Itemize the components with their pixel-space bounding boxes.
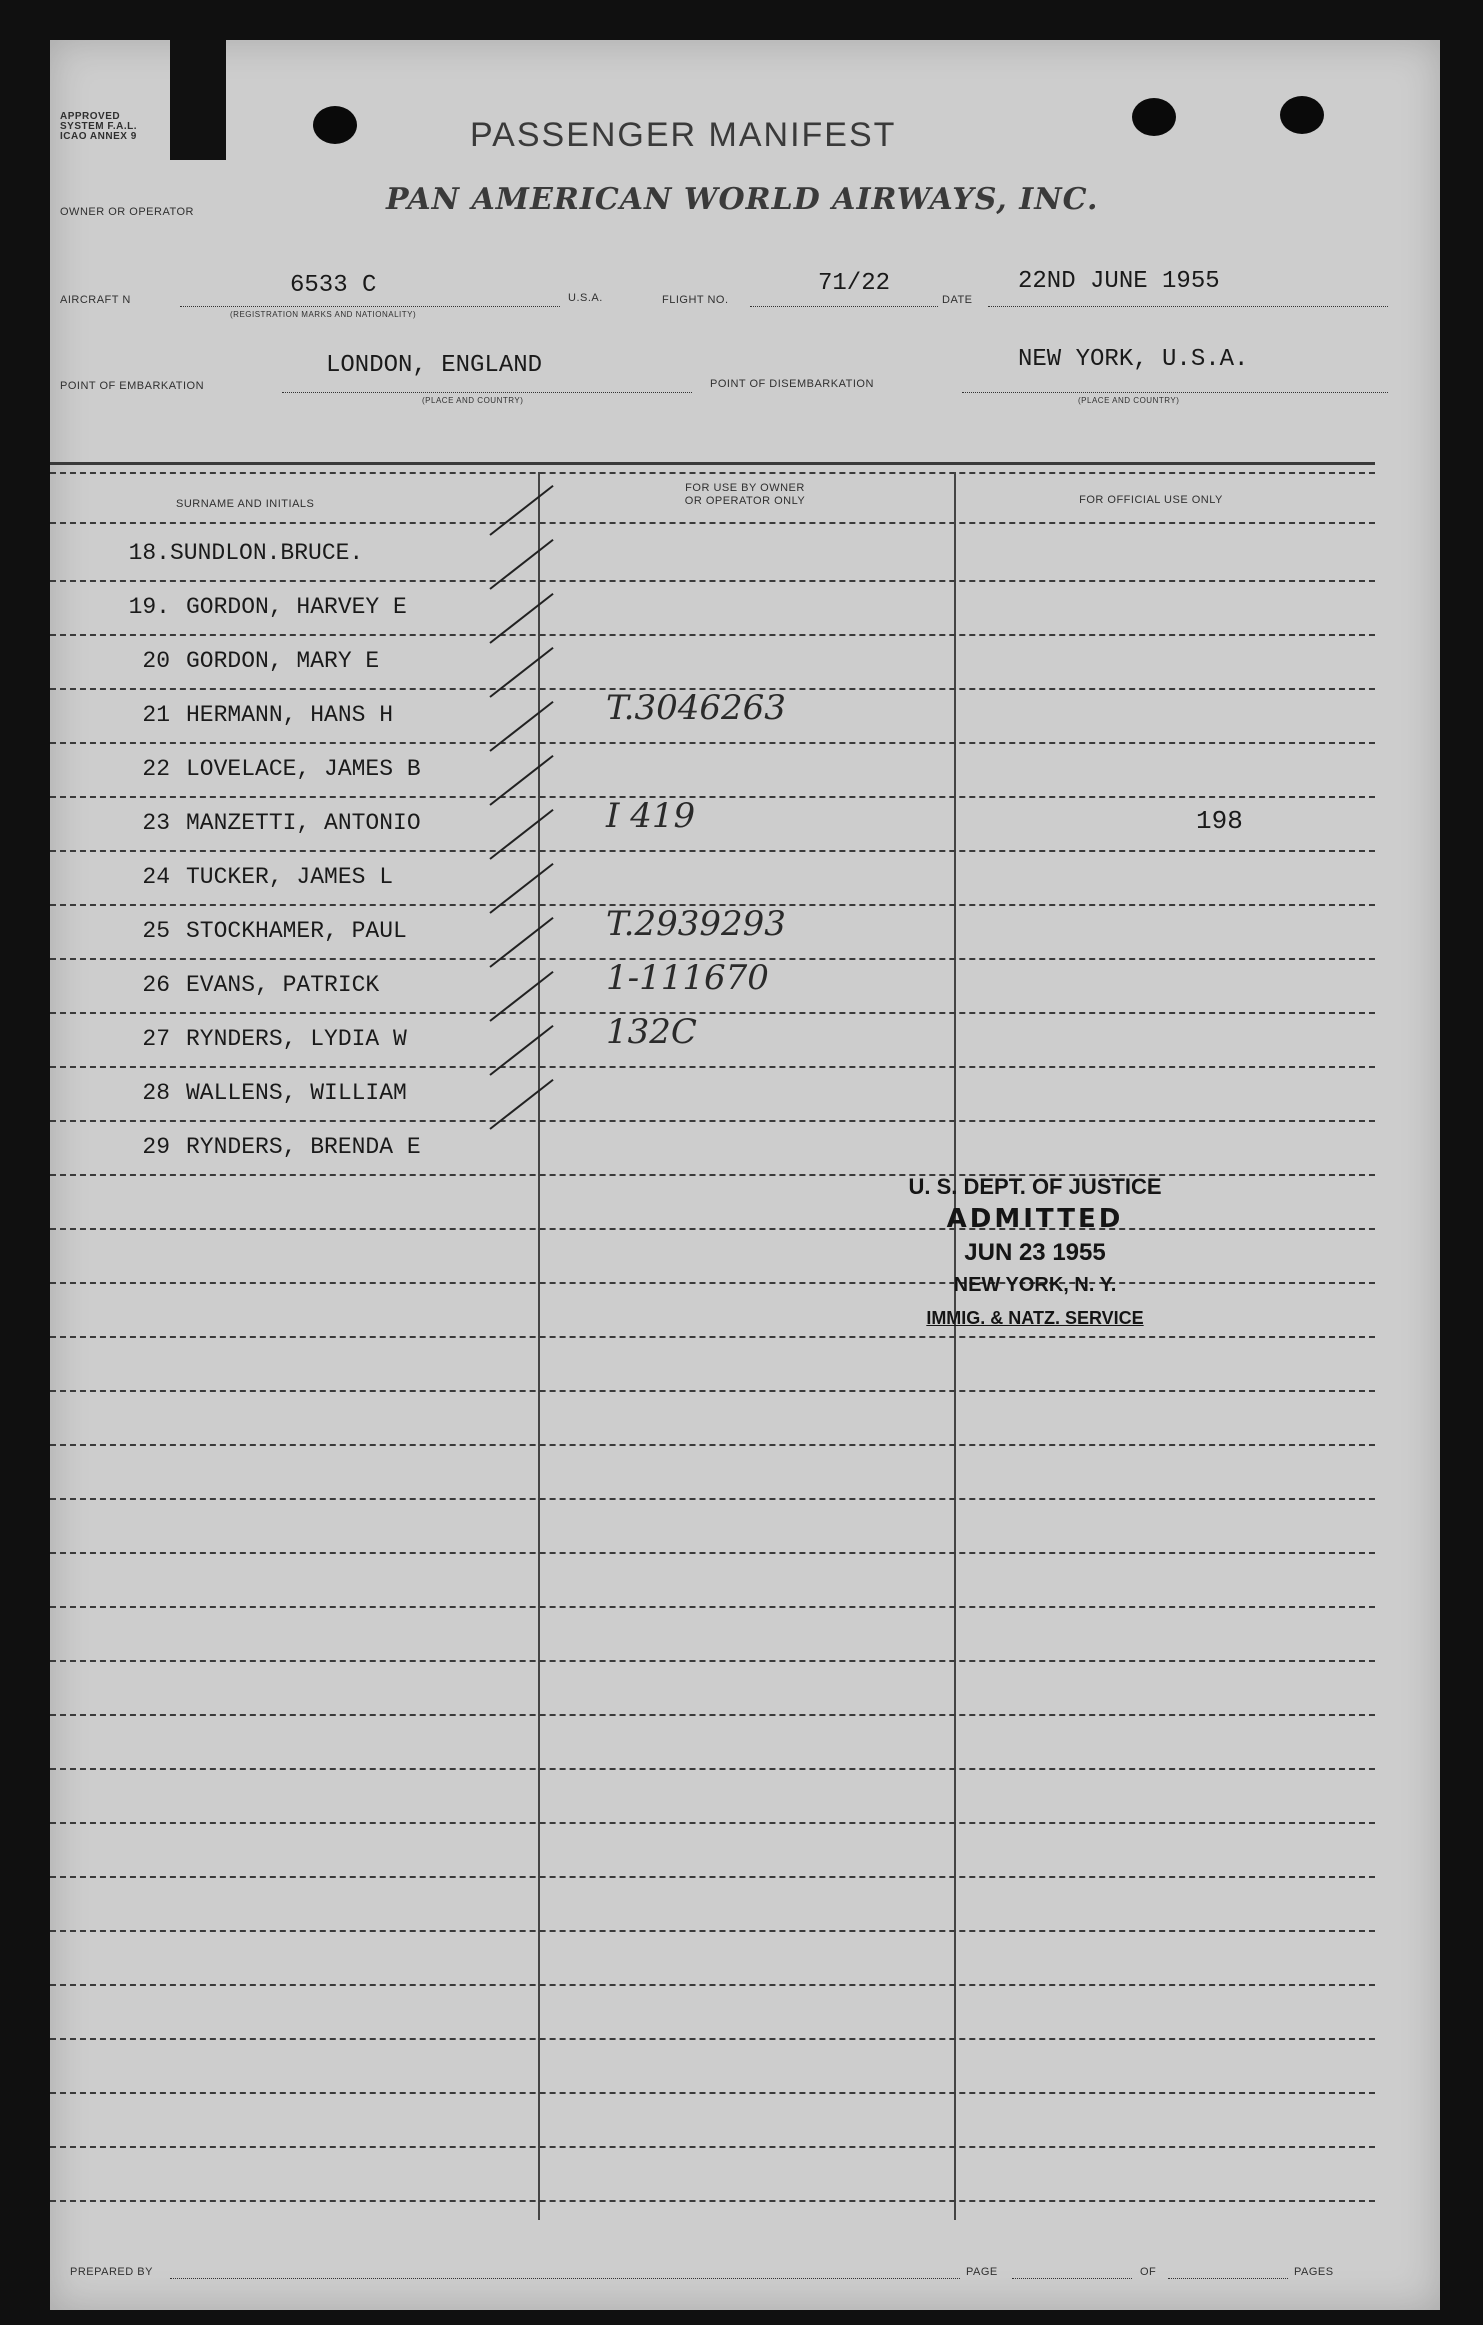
usa-label: U.S.A. xyxy=(568,292,603,304)
column-header-surname: SURNAME AND INITIALS xyxy=(176,498,315,510)
table-row-rule xyxy=(50,1498,1375,1500)
header-rule xyxy=(50,472,1375,474)
passenger-number: 23 xyxy=(142,810,170,836)
table-row-rule xyxy=(50,1066,1375,1068)
aircraft-underline xyxy=(180,306,560,307)
table-row-rule xyxy=(50,1876,1375,1878)
stamp-admitted: ADMITTED xyxy=(946,1204,1124,1234)
owner-label: OWNER OR OPERATOR xyxy=(60,206,194,218)
aircraft-value: 6533 C xyxy=(290,272,377,299)
table-row-rule xyxy=(50,2200,1375,2202)
table-row-rule xyxy=(50,1660,1375,1662)
date-underline xyxy=(988,306,1388,307)
passenger-name: RYNDERS, LYDIA W xyxy=(186,1026,407,1052)
table-row xyxy=(50,1012,1375,1066)
passenger-number: 22 xyxy=(142,756,170,782)
punch-hole xyxy=(313,106,357,144)
table-row-rule xyxy=(50,1714,1375,1716)
table-row-rule xyxy=(50,1120,1375,1122)
table-row xyxy=(50,904,1375,958)
table-row xyxy=(50,1134,1375,1174)
table-row xyxy=(50,540,1375,580)
passenger-number: 26 xyxy=(142,972,170,998)
passenger-name: STOCKHAMER, PAUL xyxy=(186,918,407,944)
table-row-rule xyxy=(50,2038,1375,2040)
flight-value: 71/22 xyxy=(818,270,891,297)
date-label: DATE xyxy=(942,294,973,306)
page-label: PAGE xyxy=(966,2266,998,2278)
column-header-official-use: FOR OFFICIAL USE ONLY xyxy=(1079,494,1223,506)
operator-note: 1-111670 xyxy=(606,958,769,998)
passenger-name: LOVELACE, JAMES B xyxy=(186,756,421,782)
punch-hole xyxy=(1280,96,1324,134)
embarkation-value: LONDON, ENGLAND xyxy=(326,352,543,379)
table-row-rule xyxy=(50,850,1375,852)
passenger-number: 20 xyxy=(142,648,170,674)
punch-hole xyxy=(1132,98,1176,136)
embarkation-underline xyxy=(282,392,692,393)
header-rule xyxy=(50,462,1375,465)
owner-value: PAN AMERICAN WORLD AIRWAYS, INC. xyxy=(386,182,1099,217)
disembarkation-value: NEW YORK, U.S.A. xyxy=(1018,346,1249,373)
table-row-rule xyxy=(50,1390,1375,1392)
prepared-label: PREPARED BY xyxy=(70,2266,153,2278)
stamp-location: NEW YORK, N. Y. xyxy=(953,1274,1117,1296)
stamp-date: JUN 23 1955 xyxy=(964,1239,1106,1266)
table-row-rule xyxy=(50,1336,1375,1338)
operator-note: 132C xyxy=(606,1012,697,1052)
passenger-name: GORDON, MARY E xyxy=(186,648,380,674)
column-header-owner-use: FOR USE BY OWNER OR OPERATOR ONLY xyxy=(684,482,806,507)
embarkation-label: POINT OF EMBARKATION xyxy=(60,380,205,392)
passenger-name: RYNDERS, BRENDA E xyxy=(186,1134,421,1160)
table-row-rule xyxy=(50,1984,1375,1986)
flight-underline xyxy=(750,306,938,307)
passenger-name: HERMANN, HANS H xyxy=(186,702,394,728)
passenger-number: 29 xyxy=(142,1134,170,1160)
passenger-name: SUNDLON.BRUCE. xyxy=(170,540,364,566)
passenger-name: GORDON, HARVEY E xyxy=(186,594,407,620)
pages-label: PAGES xyxy=(1294,2266,1334,2278)
page-underline xyxy=(1012,2278,1132,2279)
table-row xyxy=(50,796,1375,850)
approval-note: APPROVED SYSTEM F.A.L. ICAO ANNEX 9 xyxy=(60,111,138,142)
admission-stamp xyxy=(880,1170,1190,1335)
passenger-name: TUCKER, JAMES L xyxy=(186,864,394,890)
prepared-underline xyxy=(170,2278,960,2279)
official-note: 198 xyxy=(1196,806,1243,836)
table-row-rule xyxy=(50,742,1375,744)
passenger-number: 18. xyxy=(128,540,170,566)
passenger-name: MANZETTI, ANTONIO xyxy=(186,810,421,836)
table-row xyxy=(50,1080,1375,1120)
table-row-rule xyxy=(50,796,1375,798)
table-row xyxy=(50,594,1375,634)
operator-note: I 419 xyxy=(606,796,696,836)
table-row-rule xyxy=(50,580,1375,582)
disembarkation-underline xyxy=(962,392,1388,393)
passenger-number: 25 xyxy=(142,918,170,944)
check-mark xyxy=(489,485,553,536)
table-row-rule xyxy=(50,2092,1375,2094)
stamp-service: IMMIG. & NATZ. SERVICE xyxy=(926,1308,1144,1328)
table-row-rule xyxy=(50,1822,1375,1824)
table-row xyxy=(50,688,1375,742)
date-value: 22ND JUNE 1955 xyxy=(1018,268,1220,295)
table-row xyxy=(50,864,1375,904)
passenger-number: 21 xyxy=(142,702,170,728)
table-row-rule xyxy=(50,1444,1375,1446)
table-row-rule xyxy=(50,1930,1375,1932)
aircraft-label: AIRCRAFT N xyxy=(60,294,131,306)
table-row-rule xyxy=(50,634,1375,636)
table-row-rule xyxy=(50,1768,1375,1770)
passenger-number: 28 xyxy=(142,1080,170,1106)
registration-caption: (REGISTRATION MARKS AND NATIONALITY) xyxy=(230,310,417,319)
passenger-number: 19. xyxy=(128,594,170,620)
of-underline xyxy=(1168,2278,1288,2279)
operator-note: T.2939293 xyxy=(606,904,786,944)
table-row xyxy=(50,648,1375,688)
disembarkation-caption: (PLACE AND COUNTRY) xyxy=(1078,396,1180,405)
table-row xyxy=(50,756,1375,796)
table-row-rule xyxy=(50,1012,1375,1014)
column-header-rule xyxy=(50,522,1375,524)
binding-mark xyxy=(170,40,226,160)
disembarkation-label: POINT OF DISEMBARKATION xyxy=(710,378,874,390)
embarkation-caption: (PLACE AND COUNTRY) xyxy=(422,396,524,405)
passenger-number: 27 xyxy=(142,1026,170,1052)
passenger-number: 24 xyxy=(142,864,170,890)
table-row xyxy=(50,958,1375,1012)
page-title: PASSENGER MANIFEST xyxy=(470,116,897,154)
table-row-rule xyxy=(50,2146,1375,2148)
of-label: OF xyxy=(1140,2266,1157,2278)
flight-label: FLIGHT NO. xyxy=(662,294,729,306)
table-row-rule xyxy=(50,1552,1375,1554)
passenger-name: WALLENS, WILLIAM xyxy=(186,1080,407,1106)
manifest-sheet xyxy=(50,40,1440,2310)
table-row-rule xyxy=(50,1606,1375,1608)
stamp-dept: U. S. DEPT. OF JUSTICE xyxy=(908,1174,1162,1199)
passenger-name: EVANS, PATRICK xyxy=(186,972,380,998)
operator-note: T.3046263 xyxy=(606,688,786,728)
